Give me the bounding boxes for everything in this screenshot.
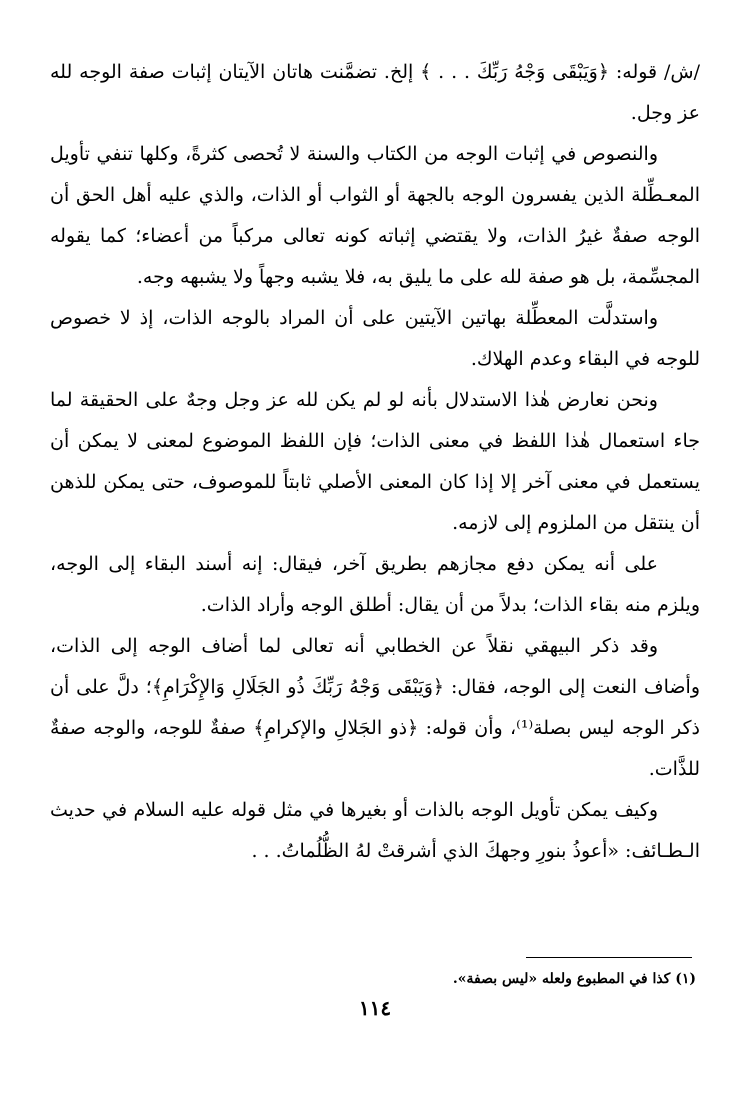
- paragraph-taif-hadith: وكيف يمكن تأويل الوجه بالذات أو بغيرها في مثل قوله عليه السلام في حديث الـطـائف: «أعوذُ بنورِ وجهكَ الذي أشرقتْ لهُ الظُّلُماتُ. . .: [50, 799, 700, 862]
- footnote: (١) كذا في المطبوع ولعله «ليس بصفة».: [452, 971, 696, 987]
- paragraph-bayhaqi-quote: وقد ذكر البيهقي نقلاً عن الخطابي أنه تعالى لما أضاف الوجه إلى الذات، وأضاف النعت إلى الوجه، فقال: ﴿وَيَبْقَى وَجْهُ رَبِّكَ ذُو الجَلَالِ وَالإِكْرَامِ﴾؛ دلَّ على أن ذكر الوجه ليس بصلة⁽¹⁾، وأن قوله: ﴿ذو الجَلالِ والإكرامِ﴾ صفةٌ للوجه، والوجه صفةٌ للذَّات.: [50, 635, 701, 780]
- page-number: ١١٤: [358, 996, 392, 1020]
- document-body: [50, 52, 700, 872]
- paragraph-alternative-refutation: على أنه يمكن دفع مجازهم بطريق آخر، فيقال: إنه أسند البقاء إلى الوجه، ويلزم منه بقاء الذات؛ بدلاً من أن يقال: أطلق الوجه وأراد الذات.: [50, 553, 700, 616]
- paragraph-commentary-intro: /ش/ قوله: ﴿وَيَبْقَى وَجْهُ رَبِّكَ . . . ﴾ إلخ. تضمَّنت هاتان الآيتان إثبات صفة الوجه لله عز وجل.: [50, 61, 700, 124]
- footnote-divider: [526, 957, 692, 958]
- paragraph-texts-on-face: والنصوص في إثبات الوجه من الكتاب والسنة لا تُحصى كثرةً، وكلها تنفي تأويل المعـطِّلة الذين يفسرون الوجه بالجهة أو الثواب أو الذات، والذي عليه أهل الحق أن الوجه صفةٌ غيرُ الذات، ولا يقتضي إثباته كونه تعالى مركباً من أعضاء؛ كما يقوله المجسِّمة، بل هو صفة لله على ما يليق به، فلا يشبه وجهاً ولا يشبهه وجه.: [50, 143, 700, 288]
- paragraph-muattila-argument: واستدلَّت المعطِّلة بهاتين الآيتين على أن المراد بالوجه الذات، إذ لا خصوص للوجه في البقاء وعدم الهلاك.: [50, 307, 700, 370]
- paragraph-rebuttal: ونحن نعارض هٰذا الاستدلال بأنه لو لم يكن لله عز وجل وجهٌ على الحقيقة لما جاء استعمال هٰذا اللفظ في معنى الذات؛ فإن اللفظ الموضوع لمعنى لا يمكن أن يستعمل في معنى آخر إلا إذا كان المعنى الأصلي ثابتاً للموصوف، حتى يمكن للذهن أن ينتقل من الملزوم إلى لازمه.: [50, 389, 700, 534]
